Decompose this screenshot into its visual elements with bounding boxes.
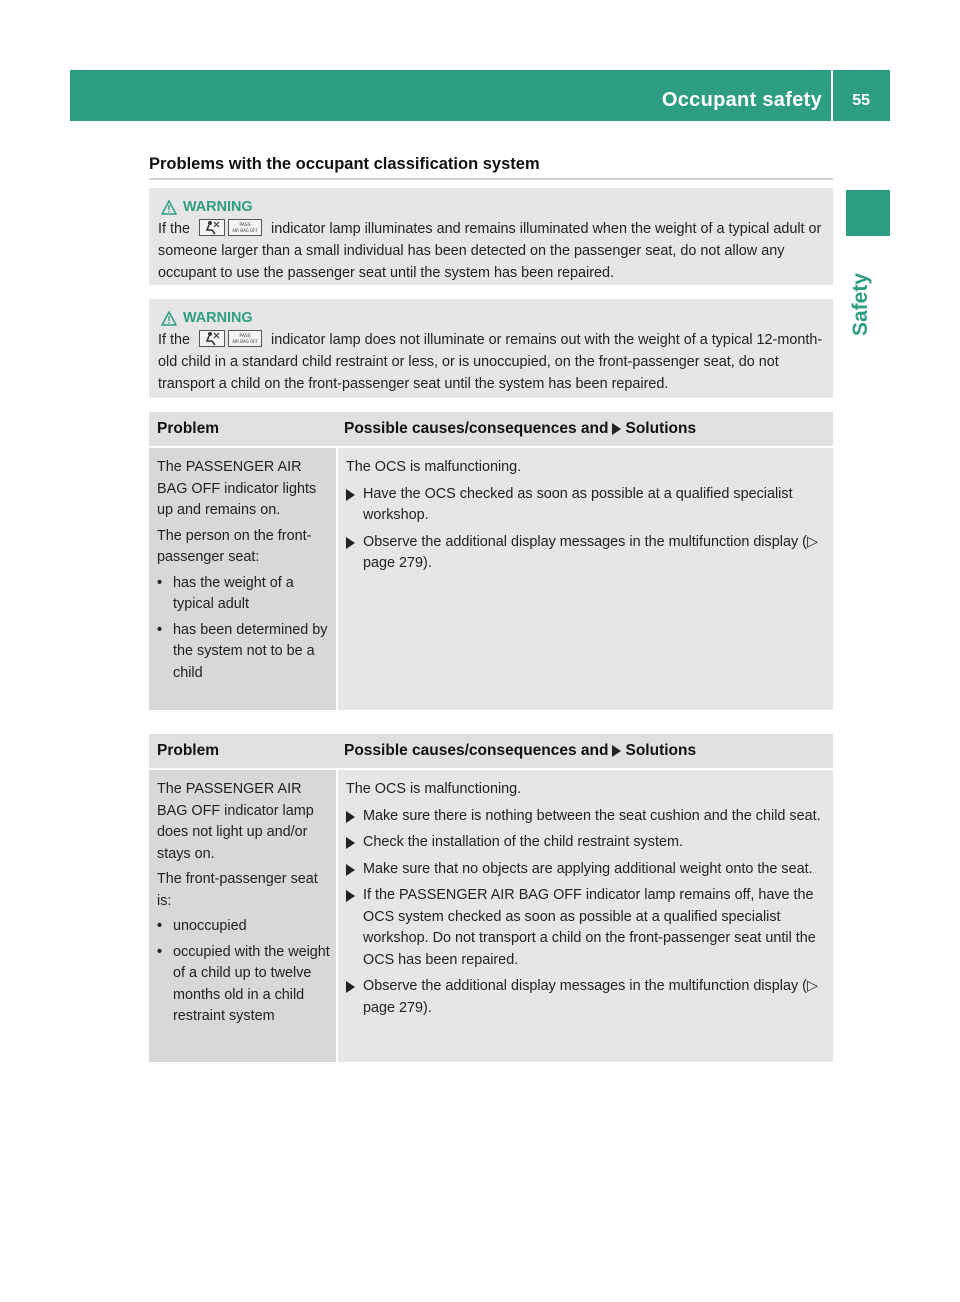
problem-text: The PASSENGER AIR BAG OFF indicator lights up and remains on. bbox=[157, 459, 317, 518]
step-arrow-icon bbox=[346, 890, 355, 902]
problem-table-1 bbox=[149, 412, 833, 710]
header-problem: Problem bbox=[157, 420, 220, 437]
step-text: Make sure that no objects are applying additional weight onto the seat. bbox=[363, 860, 813, 877]
solution-step bbox=[346, 484, 827, 527]
passenger-airbag-off-icon bbox=[228, 330, 262, 347]
warning-text-after: indicator lamp illuminates and remains illuminated when the weight of a typical adult or someone larger than a small individual has been detected on the passenger seat, do not allow any occupant to use the passenger seat until the system has been repaired. bbox=[158, 221, 822, 281]
lamp-text-top: PASS bbox=[239, 334, 251, 339]
action-arrow-icon bbox=[612, 745, 621, 757]
solution-step bbox=[346, 976, 827, 1019]
table-header bbox=[149, 734, 833, 770]
causes-cell bbox=[336, 448, 833, 710]
action-arrow-icon bbox=[612, 423, 621, 435]
header-bar bbox=[70, 70, 890, 121]
section-heading: Problems with the occupant classification system bbox=[149, 155, 540, 173]
warning-triangle-icon bbox=[161, 200, 177, 215]
step-arrow-icon bbox=[346, 811, 355, 823]
step-arrow-icon bbox=[346, 981, 355, 993]
problem-table-2 bbox=[149, 734, 833, 1062]
lamp-text-top: PASS bbox=[239, 223, 251, 228]
passenger-airbag-off-icon bbox=[228, 219, 262, 236]
causes-cell bbox=[336, 770, 833, 1062]
section-rule bbox=[149, 178, 833, 180]
warning-text bbox=[158, 329, 825, 395]
header-title: Occupant safety bbox=[661, 89, 822, 111]
problem-cell bbox=[149, 448, 336, 710]
problem-text: The PASSENGER AIR BAG OFF indicator lamp does not light up and/or stays on. bbox=[157, 781, 314, 862]
header-causes-suffix: Solutions bbox=[625, 742, 697, 759]
problem-text: The front-passenger seat is: bbox=[157, 871, 318, 909]
step-arrow-icon bbox=[346, 837, 355, 849]
cause-text: The OCS is malfunctioning. bbox=[346, 459, 522, 475]
warning-label: WARNING bbox=[183, 310, 253, 326]
occupant-seat-icon bbox=[199, 219, 225, 236]
step-text: Check the installation of the child restraint system. bbox=[363, 834, 683, 850]
warning-triangle-icon bbox=[161, 311, 177, 326]
header-causes-prefix: Possible causes/consequences and bbox=[344, 420, 609, 437]
table-header bbox=[149, 412, 833, 448]
table-row bbox=[149, 770, 833, 1062]
problem-text: The person on the front-passenger seat: bbox=[157, 527, 312, 565]
list-item: • occupied with the weight of a child up to twelve months old in a child restraint system bbox=[157, 942, 332, 1028]
page-number: 55 bbox=[852, 92, 870, 109]
bullet-text: has the weight of a typical adult bbox=[173, 574, 294, 612]
bullet-text: has been determined by the system not to be a child bbox=[173, 621, 328, 681]
step-text: Observe the additional display messages in the multifunction display (▷ page 279). bbox=[363, 533, 819, 571]
step-arrow-icon bbox=[346, 489, 355, 501]
warning-text-before: If the bbox=[158, 221, 190, 237]
warning-text-before: If the bbox=[158, 332, 190, 348]
warning-header bbox=[161, 196, 825, 218]
table-row bbox=[149, 448, 833, 710]
header-separator bbox=[831, 70, 833, 121]
warning-header bbox=[161, 307, 825, 329]
step-arrow-icon bbox=[346, 864, 355, 876]
step-text: If the PASSENGER AIR BAG OFF indicator lamp remains off, have the OCS system checked as soon as possible at a qualified specialist workshop. Do not transport a child on the front-passenger seat until the OCS has been repaired. bbox=[363, 887, 816, 968]
header-causes-prefix: Possible causes/consequences and bbox=[344, 742, 609, 759]
step-arrow-icon bbox=[346, 537, 355, 549]
header-problem: Problem bbox=[157, 742, 220, 759]
bullet-text: unoccupied bbox=[173, 918, 247, 934]
cause-text: The OCS is malfunctioning. bbox=[346, 781, 522, 797]
step-text: Observe the additional display messages in the multifunction display (▷ page 279). bbox=[363, 978, 819, 1016]
side-tab-block bbox=[846, 190, 890, 236]
occupant-seat-icon bbox=[199, 330, 225, 347]
warning-text-after: indicator lamp does not illuminate or remains out with the weight of a typical 12-month-old child in a standard child restraint or less, or is unoccupied, on the front-passenger seat, do not transport a child on the front-passenger seat until the system has been repaired. bbox=[158, 332, 823, 392]
list-item: • has the weight of a typical adult bbox=[157, 573, 332, 616]
header-causes-suffix: Solutions bbox=[625, 420, 697, 437]
solution-step bbox=[346, 532, 827, 575]
warning-text bbox=[158, 218, 825, 284]
step-text: Have the OCS checked as soon as possible at a qualified specialist workshop. bbox=[363, 485, 793, 523]
side-tab-label: Safety bbox=[849, 272, 872, 336]
header-causes bbox=[336, 420, 696, 438]
solution-step bbox=[346, 832, 827, 854]
solution-step bbox=[346, 885, 827, 971]
problem-cell bbox=[149, 770, 336, 1062]
warning-box-1 bbox=[149, 188, 833, 285]
step-text: Make sure there is nothing between the seat cushion and the child seat. bbox=[363, 807, 821, 824]
list-item: • has been determined by the system not to be a child bbox=[157, 620, 332, 685]
list-item: • unoccupied bbox=[157, 916, 332, 938]
warning-box-2 bbox=[149, 299, 833, 398]
header-causes bbox=[336, 742, 696, 760]
solution-step bbox=[346, 859, 827, 881]
bullet-text: occupied with the weight of a child up to twelve months old in a child restraint system bbox=[173, 943, 330, 1024]
solution-step bbox=[346, 806, 827, 828]
lamp-text-bottom: AIR BAG OFF bbox=[232, 339, 258, 344]
warning-label: WARNING bbox=[183, 199, 253, 215]
lamp-text-bottom: AIR BAG OFF bbox=[232, 228, 258, 233]
